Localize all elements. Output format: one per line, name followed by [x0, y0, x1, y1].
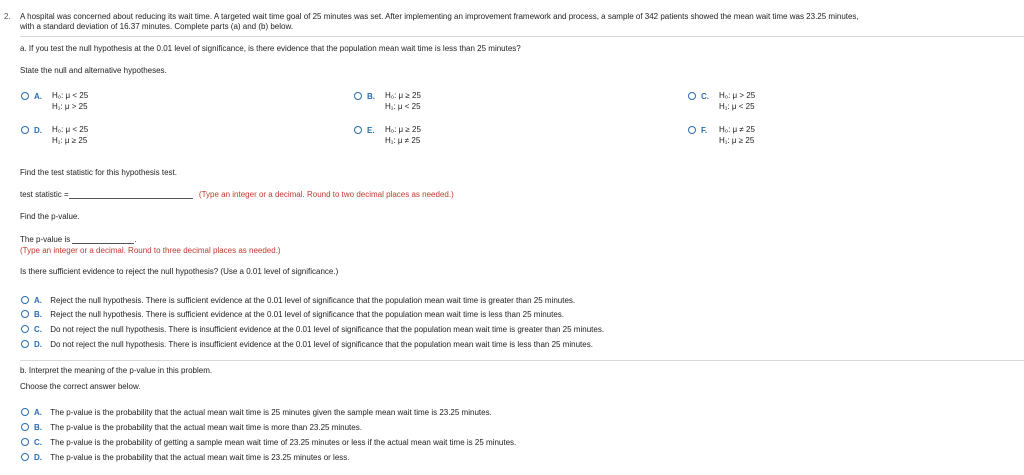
- interpret-option-a-letter: A.: [34, 408, 42, 417]
- hyp-option-c-radio[interactable]: [688, 92, 696, 100]
- hyp-option-d-h0: H₀: μ < 25: [52, 125, 89, 134]
- test-statistic-label: test statistic =: [20, 190, 69, 199]
- hyp-option-d-radio[interactable]: [21, 126, 29, 134]
- hyp-option-f-h0: H₀: μ ≠ 25: [719, 125, 755, 134]
- test-statistic-hint: (Type an integer or a decimal. Round to two decimal places as needed.): [198, 190, 454, 199]
- test-statistic-input[interactable]: [69, 191, 193, 199]
- interpret-option-d: [34, 453, 350, 462]
- find-p-instruction: Find the p-value.: [20, 212, 80, 221]
- hyp-option-e-h0: H₀: μ ≥ 25: [385, 125, 421, 134]
- p-value-row: [20, 235, 137, 244]
- hyp-option-a-radio[interactable]: [21, 92, 29, 100]
- hyp-option-a-h0: H₀: μ < 25: [52, 91, 89, 100]
- reject-option-a-radio[interactable]: [21, 296, 29, 304]
- reject-option-b-radio[interactable]: [21, 310, 29, 318]
- hyp-option-c-letter: C.: [701, 92, 709, 101]
- hyp-option-f-h1: H₁: μ ≥ 25: [719, 136, 755, 145]
- divider: [20, 36, 1024, 37]
- interpret-option-c-radio[interactable]: [21, 438, 29, 446]
- intro-line-2: with a standard deviation of 16.37 minutes. Complete parts (a) and (b) below.: [20, 22, 294, 31]
- hyp-option-e-letter: E.: [367, 126, 375, 135]
- interpret-option-b: [34, 423, 362, 432]
- divider-b: [20, 360, 1024, 361]
- interpret-option-c-letter: C.: [34, 438, 42, 447]
- reject-option-b: [34, 310, 564, 319]
- hyp-option-b-radio[interactable]: [354, 92, 362, 100]
- part-b-instruction: Choose the correct answer below.: [20, 382, 141, 391]
- reject-option-d-radio[interactable]: [21, 340, 29, 348]
- reject-option-c: [34, 325, 604, 334]
- find-stat-instruction: Find the test statistic for this hypothesis test.: [20, 168, 177, 177]
- reject-option-c-text: Do not reject the null hypothesis. There is insufficient evidence at the 0.01 level of significance that the population mean wait time is greater than 25 minutes.: [50, 325, 605, 334]
- hyp-option-e-h1: H₁: μ ≠ 25: [385, 136, 421, 145]
- interpret-option-d-radio[interactable]: [21, 453, 29, 461]
- reject-option-d: [34, 340, 593, 349]
- reject-option-a-letter: A.: [34, 296, 42, 305]
- hypotheses-instruction: State the null and alternative hypotheses.: [20, 66, 167, 75]
- p-value-period: .: [134, 235, 137, 244]
- reject-option-c-letter: C.: [34, 325, 42, 334]
- part-b-question: b. Interpret the meaning of the p-value in this problem.: [20, 366, 213, 375]
- interpret-option-b-text: The p-value is the probability that the actual mean wait time is more than 23.25 minutes.: [50, 423, 362, 432]
- hyp-option-d-h1: H₁: μ ≥ 25: [52, 136, 88, 145]
- reject-option-b-text: Reject the null hypothesis. There is sufficient evidence at the 0.01 level of significance that the population mean wait time is less than 25 minutes.: [50, 310, 565, 319]
- hyp-option-a-letter: A.: [34, 92, 42, 101]
- hyp-option-a-h1: H₁: μ > 25: [52, 102, 88, 111]
- interpret-option-a-text: The p-value is the probability that the actual mean wait time is 25 minutes given the sample mean wait time is 23.25 minutes.: [50, 408, 492, 417]
- intro-line-1: A hospital was concerned about reducing its wait time. A targeted wait time goal of 25 minutes was set. After implementing an improvement framework and process, a sample of 342 patients showed the mean wait time was 23.25 minutes,: [20, 12, 859, 21]
- interpret-option-b-letter: B.: [34, 423, 42, 432]
- interpret-option-a-radio[interactable]: [21, 408, 29, 416]
- reject-option-a-text: Reject the null hypothesis. There is sufficient evidence at the 0.01 level of significance that the population mean wait time is greater than 25 minutes.: [50, 296, 576, 305]
- reject-option-c-radio[interactable]: [21, 325, 29, 333]
- interpret-option-c: [34, 438, 516, 447]
- interpret-option-a: [34, 408, 492, 417]
- part-a-question: a. If you test the null hypothesis at the 0.01 level of significance, is there evidence that the population mean wait time is less than 25 minutes?: [20, 44, 521, 53]
- reject-question: Is there sufficient evidence to reject the null hypothesis? (Use a 0.01 level of significance.): [20, 267, 339, 276]
- hyp-option-e-radio[interactable]: [354, 126, 362, 134]
- hyp-option-b-h1: H₁: μ < 25: [385, 102, 421, 111]
- interpret-option-d-letter: D.: [34, 453, 42, 462]
- p-value-label: The p-value is: [20, 235, 71, 244]
- reject-option-b-letter: B.: [34, 310, 42, 319]
- hyp-option-f-radio[interactable]: [688, 126, 696, 134]
- p-value-hint: (Type an integer or a decimal. Round to three decimal places as needed.): [20, 246, 281, 255]
- reject-option-a: [34, 296, 575, 305]
- question-number: 2.: [4, 12, 11, 21]
- interpret-option-c-text: The p-value is the probability of getting a sample mean wait time of 23.25 minutes or less if the actual mean wait time is 25 minutes.: [50, 438, 517, 447]
- hyp-option-c-h1: H₁: μ < 25: [719, 102, 755, 111]
- interpret-option-d-text: The p-value is the probability that the actual mean wait time is 23.25 minutes or less.: [50, 453, 350, 462]
- p-value-input[interactable]: [72, 235, 137, 244]
- hyp-option-d-letter: D.: [34, 126, 42, 135]
- hyp-option-c-h0: H₀: μ > 25: [719, 91, 756, 100]
- hyp-option-b-h0: H₀: μ ≥ 25: [385, 91, 421, 100]
- hyp-option-f-letter: F.: [701, 126, 708, 135]
- interpret-option-b-radio[interactable]: [21, 423, 29, 431]
- hyp-option-b-letter: B.: [367, 92, 375, 101]
- test-statistic-row: [20, 190, 454, 199]
- reject-option-d-letter: D.: [34, 340, 42, 349]
- reject-option-d-text: Do not reject the null hypothesis. There is insufficient evidence at the 0.01 level of significance that the population mean wait time is less than 25 minutes.: [50, 340, 593, 349]
